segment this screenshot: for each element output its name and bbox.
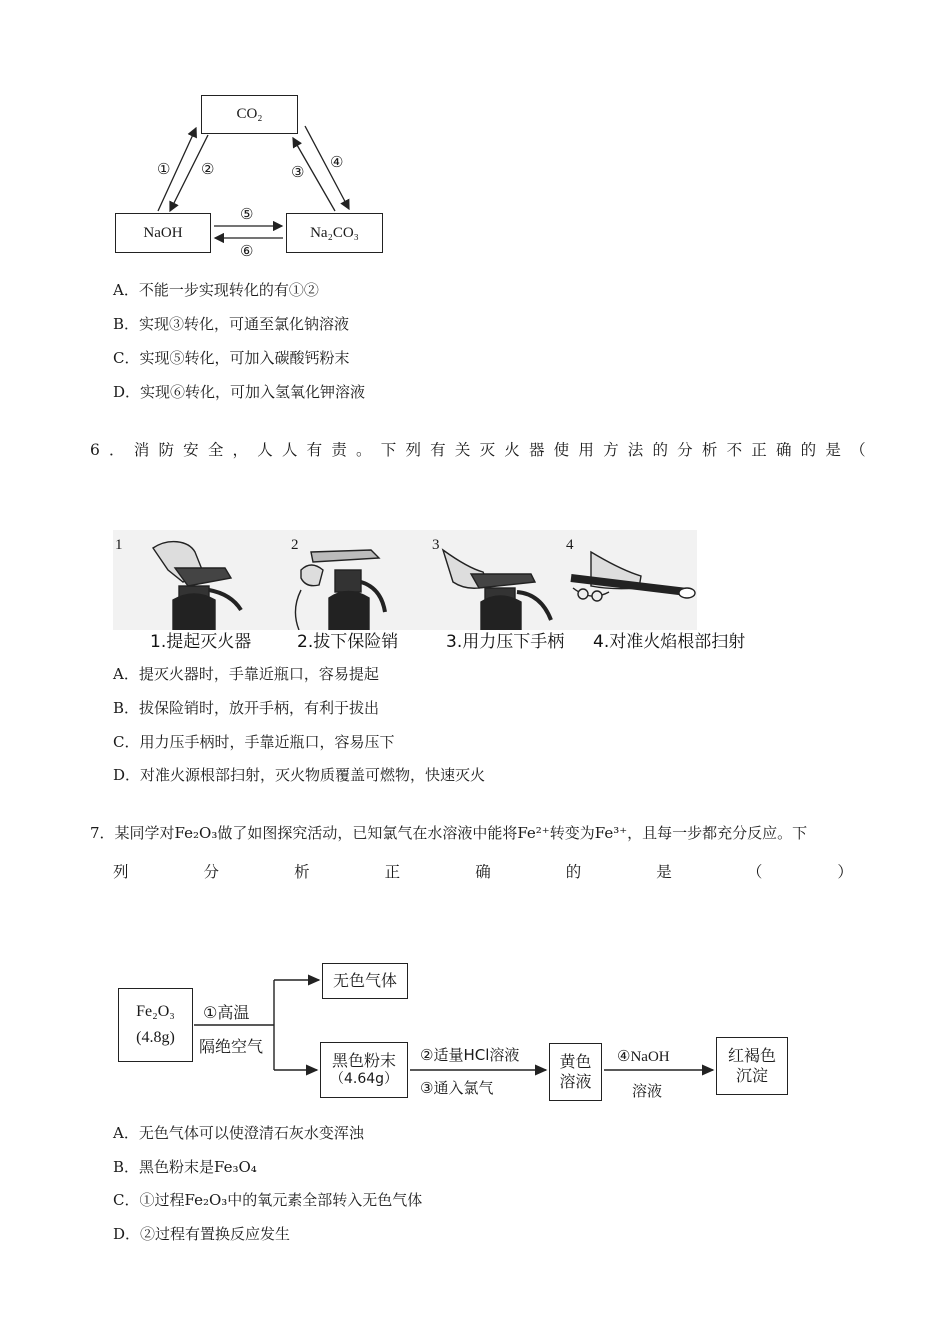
extinguisher-illustration [113,530,697,630]
step-num-3: 3 [432,537,440,553]
arrow-label-2: ② [201,162,215,178]
step1-bottom-label: 隔绝空气 [199,1037,264,1056]
node-naoh: NaOH [115,213,211,253]
arrow-label-6: ⑥ [240,244,254,260]
q6-option-b: B．拔保险销时，放开手柄，有利于拔出 [113,699,380,717]
panel-3-graphic [443,550,551,630]
node-yellow-solution: 黄色溶液 [549,1043,602,1101]
step-num-2: 2 [291,537,299,553]
step4-top-label: ④NaOH [617,1049,670,1065]
step-label-2: 2.拔下保险销 [297,632,399,652]
arrow-label-1: ① [157,162,171,178]
node-black-powder: 黑色粉末 （4.64g） [320,1042,408,1098]
step1-top-label: ①高温 [203,1003,250,1022]
node-na2co3: Na₂CO₃ [286,213,383,253]
node-colorless-gas: 无色气体 [322,963,408,999]
node-fe2o3: Fe₂O₃ (4.8g) [118,988,193,1062]
diagram1-arrows [0,0,950,300]
panel-2-graphic [295,550,385,630]
node-co2: CO₂ [201,95,298,134]
step2-label: ②适量HCl溶液 [420,1046,520,1064]
panel-4-graphic [571,552,695,601]
step-label-4: 4.对准火焰根部扫射 [593,632,746,652]
q6-option-d: D．对准火源根部扫射，灭火物质覆盖可燃物，快速灭火 [113,766,486,784]
step4-bottom-label: 溶液 [632,1082,663,1100]
extinguisher-steps-image [113,530,697,630]
q7-option-d: D．②过程有置换反应发生 [113,1225,291,1243]
arrow-label-3: ③ [291,165,305,181]
panel-1-graphic [153,542,241,630]
q6-option-a: A．提灭火器时，手靠近瓶口，容易提起 [113,665,379,683]
q5-option-a: A．不能一步实现转化的有①② [113,281,319,299]
step-num-4: 4 [566,537,574,553]
q7-stem-line2: 列 分 析 正 确 的 是 （ ） [113,863,853,881]
step-label-1: 1.提起灭火器 [150,632,252,652]
arrow-label-4: ④ [330,155,344,171]
step3-label: ③通入氯气 [420,1079,494,1097]
q5-option-b: B．实现③转化，可通至氯化钠溶液 [113,315,350,333]
q7-option-a: A．无色气体可以使澄清石灰水变浑浊 [113,1124,364,1142]
q7-option-b: B．黑色粉末是Fe₃O₄ [113,1158,257,1176]
step-label-3: 3.用力压下手柄 [446,632,565,652]
q7-stem-line1: 7．某同学对Fe₂O₃做了如图探究活动，已知氯气在水溶液中能将Fe²⁺转变为Fe³⁺，且每一步都充分反应。下 [90,824,808,842]
q5-option-c: C．实现⑤转化，可加入碳酸钙粉末 [113,349,350,367]
arrow-label-5: ⑤ [240,207,254,223]
node-red-brown-precipitate: 红褐色沉淀 [716,1037,788,1095]
q6-option-c: C．用力压手柄时，手靠近瓶口，容易压下 [113,733,395,751]
step-num-1: 1 [115,537,123,553]
q5-option-d: D．实现⑥转化，可加入氢氧化钾溶液 [113,383,366,401]
q6-stem: 6．消防安全，人人有责。下列有关灭火器使用方法的分析不正确的是（ [90,441,875,459]
q7-option-c: C．①过程Fe₂O₃中的氧元素全部转入无色气体 [113,1191,423,1209]
